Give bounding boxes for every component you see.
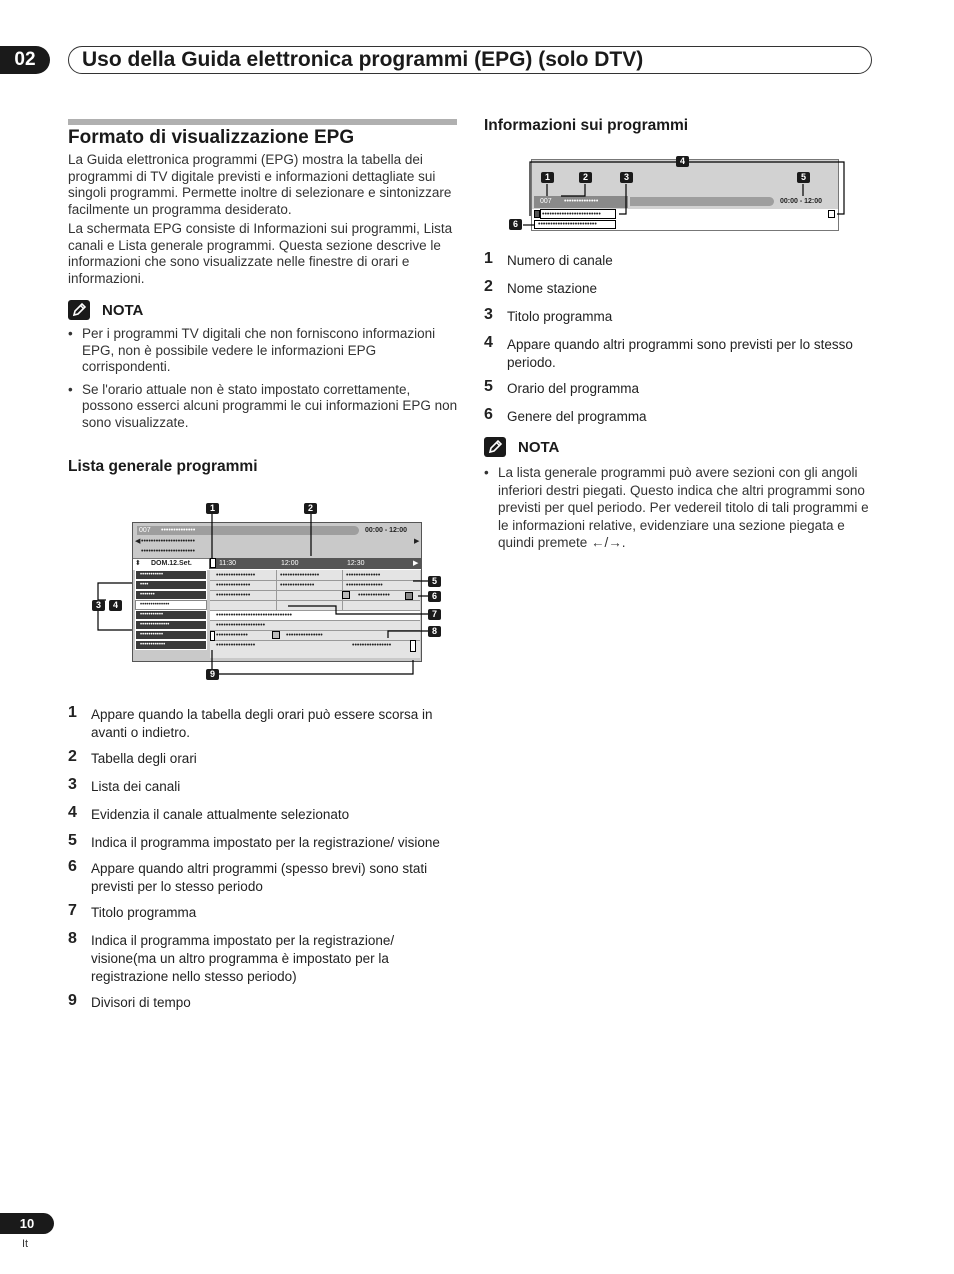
program-title-row: •••••••••••••••••••••• [141,538,195,545]
legend-item: 3 Titolo programma [484,306,613,324]
note-label: NOTA [102,301,144,319]
legend-item: 2 Nome stazione [484,278,598,296]
callout-lines [88,500,448,690]
note-item: • Per i programmi TV digitali che non forniscono informazioni EPG, non è possibile vedere le informazioni EPG corrispondenti. [68,326,460,376]
callout-3: 3 [92,600,105,611]
program-genre: •••••••••••••••••••••••• [538,221,597,228]
time-range: 00:00 - 12:00 [365,527,408,534]
page-number-badge: 10 [0,1213,54,1234]
time-slot: 12:00 [281,560,299,567]
channel-item: ••••••• [135,590,207,600]
date-label: DOM.12.Set. [151,560,192,567]
channel-item: •••• [135,580,207,590]
callout-1: 1 [541,172,554,183]
legend-item: 6 Appare quando altri programmi (spesso brevi) sono stati previsti per lo stesso periodo [68,858,428,894]
program-title-row: •••••••••••••••••••••• [141,548,195,555]
chapter-number-badge: 02 [0,46,50,74]
legend-item: 5 Orario del programma [484,378,640,396]
callout-5: 5 [428,576,441,587]
callout-1: 1 [206,503,219,514]
program-info-legend [484,252,874,426]
channel-item: •••••••••••• [135,640,207,650]
callout-5: 5 [797,172,810,183]
note-label: NOTA [518,438,560,456]
legend-item: 2 Tabella degli orari [68,748,197,766]
callout-7: 7 [428,609,441,620]
note-list [484,464,876,552]
time-range: 00:00 - 12:00 [780,198,823,205]
note-item: • Se l'orario attuale non è stato impostato correttamente, possono esserci alcuni programmi le cui informazioni EPG non sono visualizzate. [68,382,460,432]
scroll-right-icon: ▶ [414,538,420,545]
pencil-note-icon [484,437,506,457]
callout-9: 9 [206,669,219,680]
section-rule [68,119,457,125]
callout-6: 6 [428,591,441,602]
section-title: Formato di visualizzazione EPG [68,127,355,148]
time-scroll-icon: ▶ [413,560,419,567]
note-list [68,326,460,431]
program-info-diagram [505,152,850,236]
schedule-grid: •••••••••••••••• •••••••••••••••• •••••••••••••• •••••••••••••• •••••••••••••• ••••••••••••••• •••••••••••••• ••••••••••••• ••••••••••••••••••••••••••••••• •••••••••••••••••••• ••••••••••••• ••••••••••••••• •••••••••••••••• •••••••••••••••• [210,570,420,658]
time-slot: 11:30 [219,560,236,567]
channel-number: 007 [139,527,151,534]
scroll-left-icon: ◀ [135,538,141,545]
note-header [484,437,559,457]
legend-item: 3 Lista dei canali [68,776,181,794]
legend-item: 6 Genere del programma [484,406,647,424]
program-list-diagram [88,500,448,690]
callout-4: 4 [109,600,122,611]
chapter-title: Uso della Guida elettronica programmi (EPG) (solo DTV) [82,48,644,71]
intro-paragraph: La Guida elettronica programmi (EPG) mostra la tabella dei programmi di TV digitale previsti e informazioni dettagliate sui singoli programmi. Permette inoltre di selezionare e sintonizzare facilmente un programma desiderato. [68,152,452,217]
legend-item: 4 Appare quando altri programmi sono previsti per lo stesso periodo. [484,334,853,370]
subsection-title: Informazioni sui programmi [484,117,689,134]
callout-3: 3 [620,172,633,183]
channel-item: ••••••••••• [135,610,207,620]
channel-item-selected: •••••••••••••• [135,600,207,610]
legend-item: 1 Numero di canale [484,250,613,268]
channel-number: 007 [540,198,552,205]
note-item: • La lista generale programmi può avere sezioni con gli angoli inferiori destri piegati. Questo indica che altri programmi sono previsti per quel periodo. Per vedereil titolo di tali programmi e le informazioni relative, evidenziare una sezione piegata e quindi premete ←/→. [484,464,876,552]
channel-item: ••••••••••• [135,630,207,640]
legend-item: 8 Indica il programma impostato per la registrazione/ visione(ma un altro programma è impostato per la registrazione nello stesso periodo) [68,930,395,984]
callout-4: 4 [676,156,689,167]
channel-item: •••••••••••••• [135,620,207,630]
legend-item: 1 Appare quando la tabella degli orari può essere scorsa in avanti o indietro. [68,704,433,740]
callout-6: 6 [509,219,522,230]
callout-2: 2 [304,503,317,514]
time-slot: 12:30 [347,560,365,567]
updown-icon: ⬍ [135,560,141,567]
channel-item: ••••••••••• [135,570,207,580]
description-paragraph: La schermata EPG consiste di Informazioni sui programmi, Lista canali e Lista generale programmi. Questa sezione descrive le informazioni che sono visualizzate nelle finestre di orari e informazioni. [68,221,453,286]
legend-item: 9 Divisori di tempo [68,992,191,1010]
callout-8: 8 [428,626,441,637]
note-header [68,300,143,320]
subsection-title: Lista generale programmi [68,458,258,475]
program-title: •••••••••••••••••••••••• [542,211,601,218]
station-name: •••••••••••••• [564,198,599,205]
program-list-legend [68,706,460,1012]
legend-item: 4 Evidenzia il canale attualmente selezionato [68,804,350,822]
station-name: •••••••••••••• [161,527,196,534]
legend-item: 5 Indica il programma impostato per la registrazione/ visione [68,832,440,850]
pencil-note-icon [68,300,90,320]
callout-2: 2 [579,172,592,183]
language-code: It [22,1238,29,1250]
legend-item: 7 Titolo programma [68,902,197,920]
